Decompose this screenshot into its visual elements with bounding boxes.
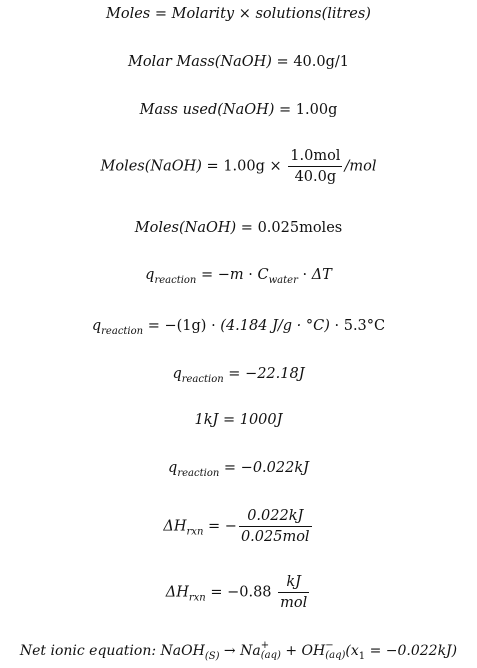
eq5-equals: = xyxy=(240,220,253,236)
eq10-rhs: −0.022kJ xyxy=(240,460,309,476)
equation-moles-definition xyxy=(0,6,477,22)
eq11-fraction xyxy=(239,508,312,545)
eq13-paren-subscript: 1 xyxy=(358,651,366,662)
eq6-c: C xyxy=(257,267,269,283)
eq7-dot2: · xyxy=(334,318,340,334)
eq2-rhs: 40.0g/1 xyxy=(293,54,349,70)
equation-mass-used xyxy=(0,102,477,118)
eq1-molarity: Molarity xyxy=(171,6,235,22)
eq12-h-subscript: rxn xyxy=(188,592,206,604)
eq6-q-subscript: reaction xyxy=(154,275,197,286)
eq8-q: q xyxy=(172,366,182,382)
eq13-oh-subscript: (aq) xyxy=(325,650,346,661)
eq11-sign: − xyxy=(224,518,237,535)
eq7-q: q xyxy=(91,318,102,334)
eq6-delta-t: ΔT xyxy=(311,267,332,283)
equation-moles-calculation xyxy=(0,148,477,185)
eq8-rhs: −22.18J xyxy=(245,366,305,382)
eq12-denominator: mol xyxy=(278,592,309,611)
eq12-value: −0.88 xyxy=(227,584,272,601)
eq6-equals: = xyxy=(201,267,214,283)
eq10-equals: = xyxy=(223,460,237,476)
eq1-times: × xyxy=(238,6,251,22)
eq11-h: ΔH xyxy=(163,518,187,535)
eq4-equals: = xyxy=(206,158,219,175)
eq7-specific-heat: (4.184 J/g · °C) xyxy=(220,318,330,334)
eq13-naoh: NaOH xyxy=(160,643,205,659)
eq11-equals: = xyxy=(208,518,221,535)
equation-heat-joules xyxy=(0,366,477,385)
eq13-na-superscript: + xyxy=(260,640,270,651)
eq13-arrow: → xyxy=(223,643,236,659)
eq6-c-subscript: water xyxy=(268,275,298,286)
eq1-lhs: Moles xyxy=(106,6,151,22)
eq10-q-subscript: reaction xyxy=(177,468,220,479)
eq6-q: q xyxy=(145,267,155,283)
eq12-equals: = xyxy=(210,584,223,601)
equation-molar-mass xyxy=(0,54,477,70)
eq4-times: × xyxy=(269,158,282,175)
eq6-dot1: · xyxy=(248,267,253,283)
eq13-paren-rest: = −0.022kJ) xyxy=(365,643,458,659)
eq4-denominator: 40.0g xyxy=(288,166,342,185)
eq9-lhs: 1kJ xyxy=(194,412,219,428)
eq8-equals: = xyxy=(228,366,241,382)
eq13-naoh-subscript: (S) xyxy=(204,651,220,662)
eq5-rhs: 0.025moles xyxy=(257,220,343,236)
eq3-rhs: 1.00g xyxy=(295,102,338,118)
eq6-mass: −m xyxy=(217,267,244,283)
equation-enthalpy-fraction xyxy=(0,508,477,545)
eq7-q-subscript: reaction xyxy=(101,326,144,337)
eq11-denominator: 0.025mol xyxy=(239,526,312,545)
eq4-tail: /mol xyxy=(344,158,377,175)
eq11-h-subscript: rxn xyxy=(186,526,204,538)
eq13-na: Na xyxy=(240,643,261,659)
equation-heat-kilojoules xyxy=(0,460,477,479)
eq11-numerator: 0.022kJ xyxy=(247,508,304,524)
eq12-numerator: kJ xyxy=(286,574,301,590)
eq13-na-scripts xyxy=(261,641,281,661)
equation-net-ionic xyxy=(0,641,477,662)
eq2-equals: = xyxy=(276,54,289,70)
eq13-oh-superscript: − xyxy=(325,640,334,651)
equation-heat-formula xyxy=(0,267,477,286)
eq1-solutions: solutions(litres) xyxy=(255,6,371,22)
eq9-equals: = xyxy=(222,412,236,428)
equation-unit-conversion xyxy=(0,412,477,428)
eq4-mass: 1.00g xyxy=(223,158,265,175)
eq13-oh-scripts xyxy=(325,641,345,661)
eq3-lhs: Mass used(NaOH) xyxy=(139,102,275,118)
eq12-h: ΔH xyxy=(165,584,189,601)
eq9-rhs: 1000J xyxy=(239,412,283,428)
eq4-fraction xyxy=(288,148,342,185)
eq10-q: q xyxy=(168,460,178,476)
eq4-numerator: 1.0mol xyxy=(290,148,341,164)
equation-enthalpy-result xyxy=(0,574,477,611)
eq13-label: Net ionic equation: xyxy=(19,643,157,659)
eq8-q-subscript: reaction xyxy=(181,374,224,385)
eq13-plus: + xyxy=(285,643,298,659)
eq13-paren: (x xyxy=(345,643,359,659)
equation-moles-result xyxy=(0,220,477,236)
eq7-mass: −(1g) xyxy=(164,318,207,334)
eq13-na-subscript: (aq) xyxy=(260,650,281,661)
eq3-equals: = xyxy=(279,102,292,118)
eq5-lhs: Moles(NaOH) xyxy=(134,220,237,236)
eq13-oh: OH xyxy=(301,643,326,659)
eq1-equals: = xyxy=(154,6,168,22)
eq6-dot2: · xyxy=(302,267,308,283)
eq7-equals: = xyxy=(147,318,160,334)
eq7-dot1: · xyxy=(211,318,216,334)
eq4-lhs: Moles(NaOH) xyxy=(100,158,202,175)
eq2-lhs: Molar Mass(NaOH) xyxy=(127,54,272,70)
eq12-fraction xyxy=(278,574,309,611)
equation-heat-substitution xyxy=(0,318,477,337)
eq7-temp: 5.3°C xyxy=(343,318,386,334)
